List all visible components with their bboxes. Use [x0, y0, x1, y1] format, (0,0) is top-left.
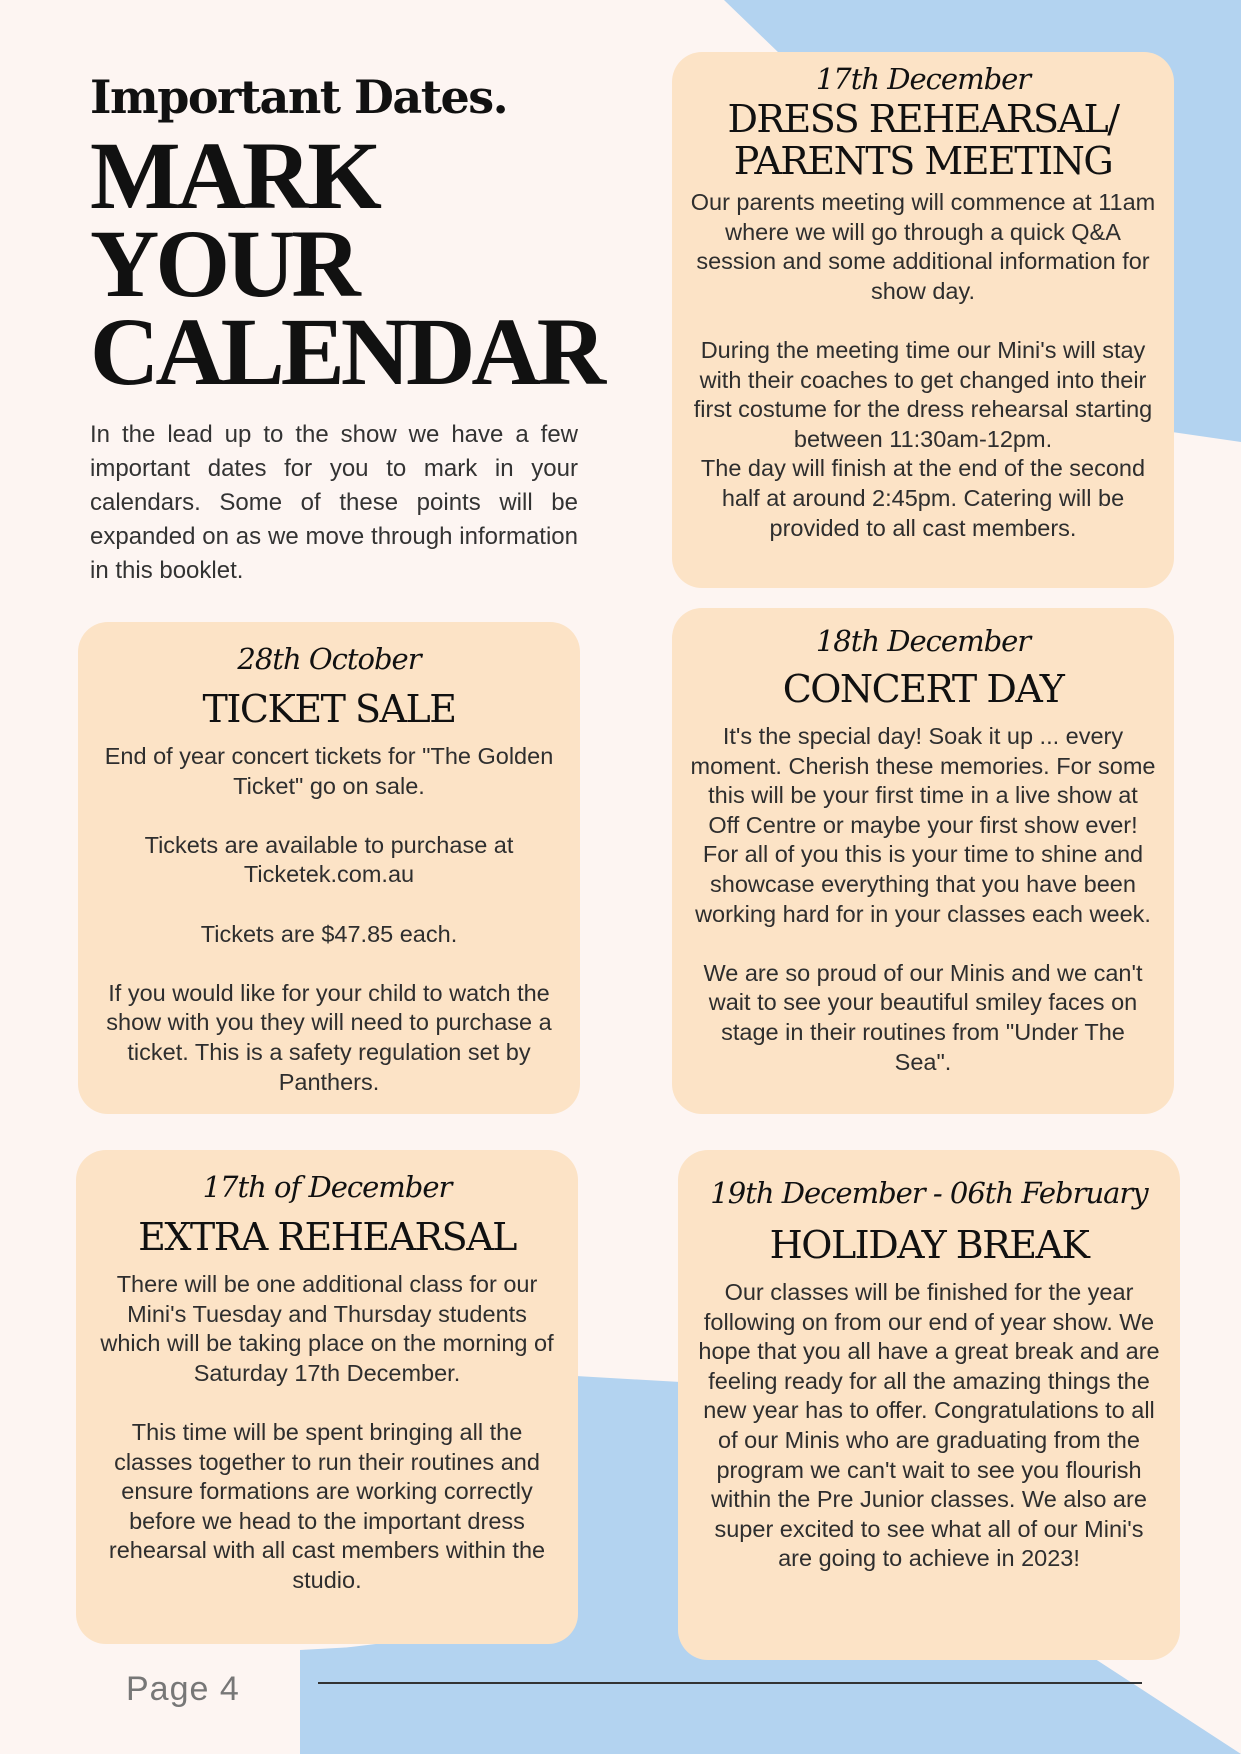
card-body	[690, 188, 1156, 543]
card-title: HOLIDAY BREAK	[769, 1223, 1089, 1267]
footer-divider	[318, 1682, 1142, 1684]
card-date: 18th December	[815, 624, 1031, 658]
page-header	[90, 70, 603, 405]
card-title-line: DRESS REHEARSAL/	[727, 97, 1119, 141]
card-dress-rehearsal	[672, 52, 1174, 588]
card-date: 17th December	[815, 62, 1031, 96]
title-line: YOUR	[90, 210, 357, 317]
card-paragraph: There will be one additional class for our Mini's Tuesday and Thursday students which will be taking place on the morning of Saturday 17th December.	[100, 1271, 554, 1386]
card-paragraph: This time will be spent bringing all the classes together to run their routines and ensure formations are working correctly before we head to the important dress rehearsal with all cast members within the studio.	[108, 1418, 546, 1593]
card-paragraph: Our classes will be finished for the year following on from our end of year show. We hope that you all have a great break and are feeling ready for all the amazing things the new year has to offer. Congratulations to all of our Minis who are graduating from the program we can't wait to see you flourish within the Pre Junior classes. We also are super excited to see what all of our Mini's are going to achieve in 2023!	[698, 1279, 1160, 1572]
kicker-heading: Important Dates.	[90, 70, 508, 124]
card-paragraph: End of year concert tickets for "The Golden Ticket" go on sale.	[104, 743, 554, 799]
page-title	[90, 122, 603, 405]
title-line: CALENDAR	[90, 298, 603, 405]
card-holiday-break	[678, 1150, 1180, 1660]
card-paragraph: Tickets are available to purchase at Ticketek.com.au	[144, 831, 514, 888]
card-body	[94, 1270, 560, 1596]
card-ticket-sale	[78, 622, 580, 1114]
card-title: EXTRA REHEARSAL	[138, 1215, 516, 1259]
card-paragraph: The day will finish at the end of the second half at around 2:45pm. Catering will be provided to all cast members.	[700, 455, 1146, 541]
card-paragraph: Tickets are $47.85 each.	[200, 920, 458, 947]
title-line: MARK	[90, 122, 378, 229]
card-paragraph: During the meeting time our Mini's will stay with their coaches to get changed into their first costume for the dress rehearsal starting between 11:30am-12pm.	[693, 336, 1153, 452]
card-concert-day	[672, 608, 1174, 1114]
card-paragraph: We are so proud of our Minis and we can't wait to see your beautiful smiley faces on stage in their routines from "Under The Sea".	[703, 959, 1143, 1075]
card-date: 28th October	[237, 642, 421, 676]
card-title-line: PARENTS MEETING	[733, 139, 1113, 183]
card-extra-rehearsal	[76, 1150, 578, 1644]
card-date: 19th December - 06th February	[710, 1176, 1148, 1210]
card-paragraph: It's the special day! Soak it up ... every moment. Cherish these memories. For some this will be your first time in a live show at Off Centre or maybe your first show ever! For all of you this is your time to shine and showcase everything that you have been working hard for in your classes each week.	[690, 723, 1156, 927]
card-paragraph: If you would like for your child to watch the show with you they will need to purchase a ticket. This is a safety regulation set by Panthers.	[106, 979, 552, 1095]
page-number: Page 4	[126, 1670, 240, 1708]
card-body	[690, 722, 1156, 1077]
card-body	[96, 742, 562, 1097]
card-date: 17th of December	[202, 1170, 452, 1204]
card-body	[696, 1278, 1162, 1574]
card-title	[690, 98, 1156, 182]
card-title: TICKET SALE	[202, 687, 456, 731]
card-title: CONCERT DAY	[782, 667, 1064, 711]
intro-paragraph: In the lead up to the show we have a few important dates for you to mark in your calendars. Some of these points will be expanded on as we move through information in this booklet.	[90, 421, 578, 584]
card-paragraph: Our parents meeting will commence at 11am where we will go through a quick Q&A session and some additional information for show day.	[690, 189, 1156, 304]
